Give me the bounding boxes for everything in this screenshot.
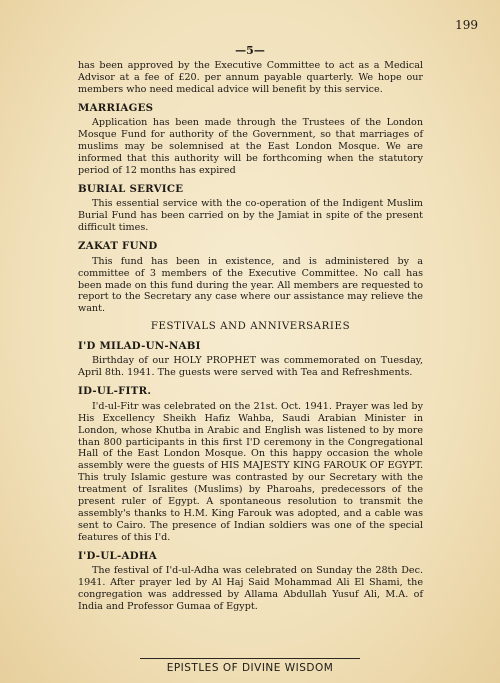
paragraph-zakat-fund: This fund has been in existence, and is administered by a committee of 3 members of the Executive Committee. No call has been made on this fund during the year. All members are requested to report to the Secretary any case where our assistance may relieve the want. [78, 255, 423, 315]
paragraph-id-ul-fitr: I'd-ul-Fitr was celebrated on the 21st. Oct. 1941. Prayer was led by His Excellency Sheikh Hafiz Wahba, Saudi Arabian Minister in London, whose Khutba in Arabic and English was listened to by more than 800 participants in this first I'D ceremony in the Congregational Hall of the East London Mosque. On this happy occasion the whole assembly were the guests of HIS MAJESTY KING FAROUK OF EGYPT. This truly Islamic gesture was contrasted by our Secretary with the treatment of Isralites (Muslims) by Pharoahs, predecessors of the present ruler of Egypt. A spontaneous resolution to transmit the assembly's thanks to H.M. King Farouk was adopted, and a cable was sent to Cairo. The presence of Indian soldiers was one of the special features of this I'd. [78, 400, 423, 543]
footer-divider [140, 658, 360, 659]
paragraph-marriages: Application has been made through the Trustees of the London Mosque Fund for authority of the Government, so that marriages of muslims may be solemnised at the East London Mosque. We are informed that this authority will be forthcoming when the statutory period of 12 months has expired [78, 117, 423, 176]
heading-zakat-fund: ZAKAT FUND [78, 240, 158, 253]
heading-id-ul-fitr: ID-UL-FITR. [78, 385, 152, 398]
footer-title: EPISTLES OF DIVINE WISDOM [166, 662, 334, 674]
heading-id-ul-adha: I'D-UL-ADHA [78, 549, 157, 562]
page-number: 199 [455, 18, 478, 32]
heading-marriages: MARRIAGES [78, 101, 154, 114]
paragraph-milad-un-nabi: Birthday of our HOLY PROPHET was commemorated on Tuesday, April 8th. 1941. The guests were served with Tea and Refreshments. [78, 355, 423, 379]
intro-paragraph: has been approved by the Executive Committee to act as a Medical Advisor at a fee of £20. per annum payable quarterly. We hope our members who need medical advice will benefit by this service. [78, 60, 423, 95]
document-body [78, 60, 423, 613]
paragraph-burial-service: This essential service with the co-operation of the Indigent Muslim Burial Fund has been carried on by the Jamiat in spite of the present difficult times. [78, 198, 423, 234]
heading-milad-un-nabi: I'D MILAD-UN-NABI [78, 339, 201, 352]
paragraph-id-ul-adha: The festival of I'd-ul-Adha was celebrated on Sunday the 28th Dec. 1941. After prayer led by Al Haj Said Mohammad Ali El Shami, the congregation was addressed by Allama Abdullah Yusuf Ali, M.A. of India and Professor Gumaa of Egypt. [78, 565, 423, 612]
heading-burial-service: BURIAL SERVICE [78, 182, 184, 195]
heading-festivals: FESTIVALS AND ANNIVERSARIES [150, 321, 351, 333]
folio-number: —5— [235, 44, 265, 57]
